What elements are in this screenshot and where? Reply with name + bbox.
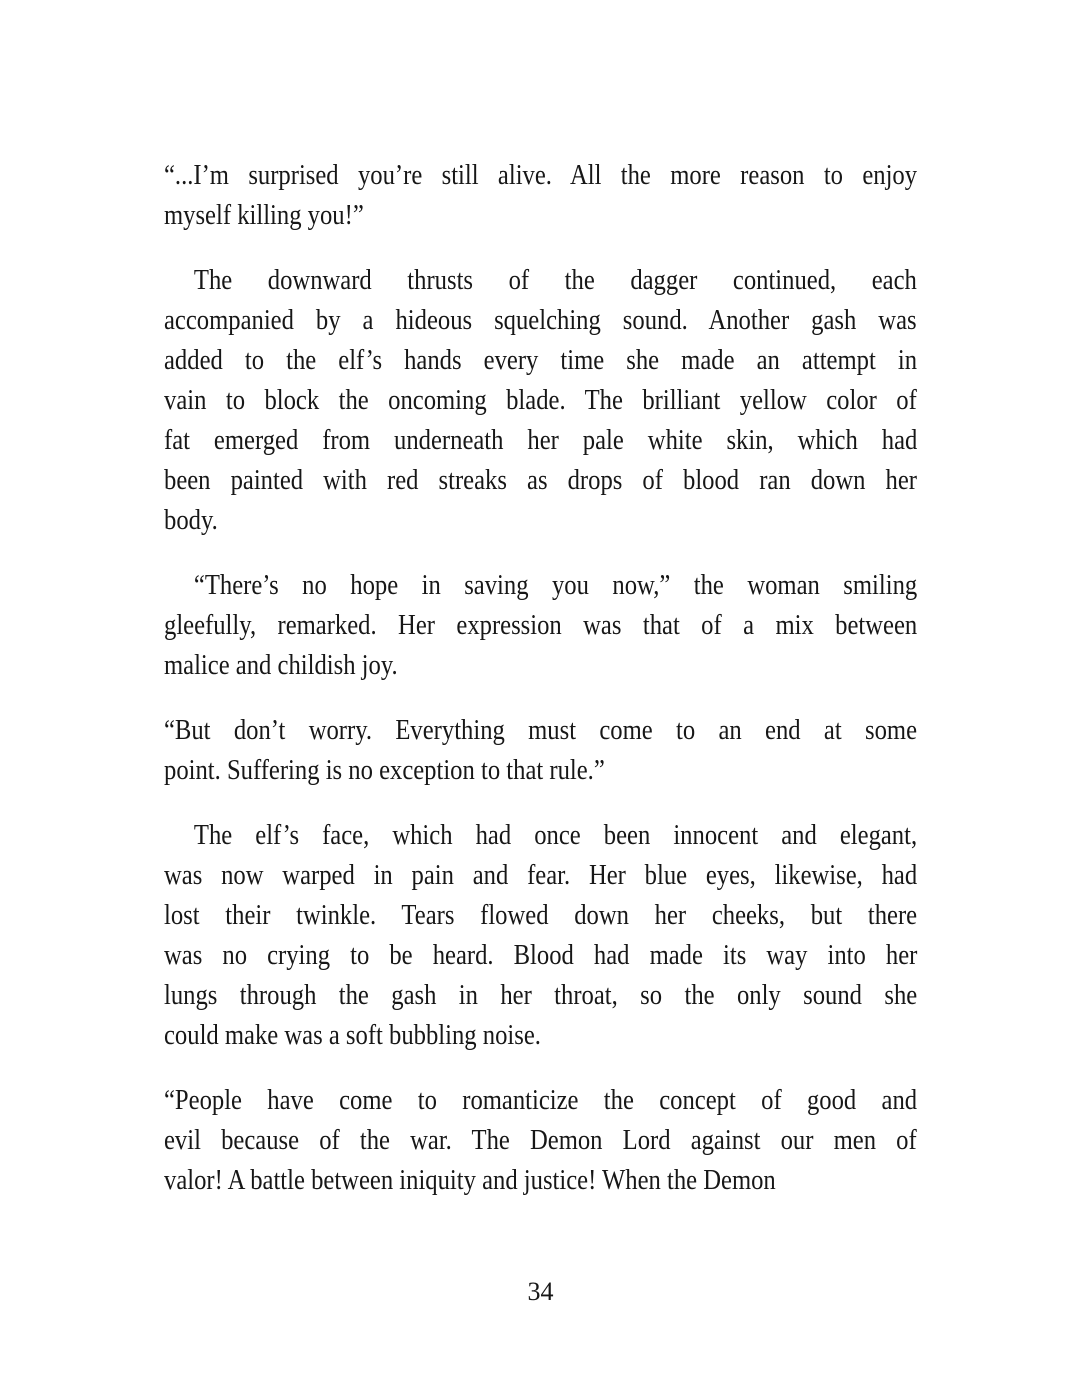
text-line: [164, 751, 917, 791]
text-line: [164, 1121, 917, 1161]
text-line-content: was now warped in pain and fear. Her blue eyes, likewise, had: [164, 860, 918, 891]
page-number: 34: [527, 1277, 554, 1306]
text-line-content: evil because of the war. The Demon Lord against our men of: [164, 1125, 917, 1156]
text-line-content: “There’s no hope in saving you now,” the woman smiling: [193, 570, 918, 601]
text-line-content: “But don’t worry. Everything must come to an end at some: [164, 715, 918, 746]
text-line: [164, 501, 917, 541]
text-line-content: gleefully, remarked. Her expression was that of a mix between: [164, 610, 918, 641]
text-line-content: myself killing you!”: [164, 200, 364, 231]
text-line-content: fat emerged from underneath her pale white skin, which had: [164, 425, 918, 456]
text-line: [164, 816, 917, 856]
text-line: [164, 156, 917, 196]
text-line-content: The downward thrusts of the dagger continued, each: [193, 265, 917, 296]
text-line: [164, 976, 917, 1016]
text-line-content: point. Suffering is no exception to that rule.”: [164, 755, 605, 786]
text-line: [164, 341, 917, 381]
text-line-content: valor! A battle between iniquity and justice! When the Demon: [164, 1165, 776, 1196]
text-line: [164, 711, 917, 751]
text-line: [164, 856, 917, 896]
text-line-content: “...I’m surprised you’re still alive. All the more reason to enjoy: [164, 160, 918, 191]
text-line: [164, 936, 917, 976]
text-line-content: malice and childish joy.: [164, 650, 398, 681]
text-line: [164, 196, 917, 236]
text-line-content: vain to block the oncoming blade. The brilliant yellow color of: [164, 385, 917, 416]
paragraph: [164, 566, 917, 686]
text-line: [164, 1081, 917, 1121]
text-line-content: was no crying to be heard. Blood had made its way into her: [164, 940, 918, 971]
text-line-content: lungs through the gash in her throat, so the only sound she: [164, 980, 918, 1011]
text-line-content: been painted with red streaks as drops of blood ran down her: [164, 465, 917, 496]
text-line: [164, 646, 917, 686]
paragraph: [164, 816, 917, 1056]
text-line-content: The elf’s face, which had once been innocent and elegant,: [193, 820, 918, 851]
text-line: [164, 301, 917, 341]
paragraph: [164, 261, 917, 541]
text-line: [164, 566, 917, 606]
text-line: [164, 896, 917, 936]
text-line: [164, 1161, 917, 1201]
text-line: [164, 381, 917, 421]
paragraph: [164, 711, 917, 791]
text-line: [164, 1016, 917, 1056]
text-line: [164, 421, 917, 461]
text-line-content: could make was a soft bubbling noise.: [164, 1020, 541, 1051]
page-text: [164, 156, 917, 1226]
text-line-content: added to the elf’s hands every time she made an attempt in: [164, 345, 918, 376]
text-line-content: lost their twinkle. Tears flowed down her cheeks, but there: [164, 900, 918, 931]
text-line: [164, 606, 917, 646]
text-line-content: body.: [164, 505, 218, 536]
text-line-content: “People have come to romanticize the concept of good and: [164, 1085, 918, 1116]
text-line: [164, 261, 917, 301]
text-line-content: accompanied by a hideous squelching sound. Another gash was: [164, 305, 917, 336]
text-line: [164, 461, 917, 501]
paragraph: [164, 1081, 917, 1201]
paragraph: [164, 156, 917, 236]
